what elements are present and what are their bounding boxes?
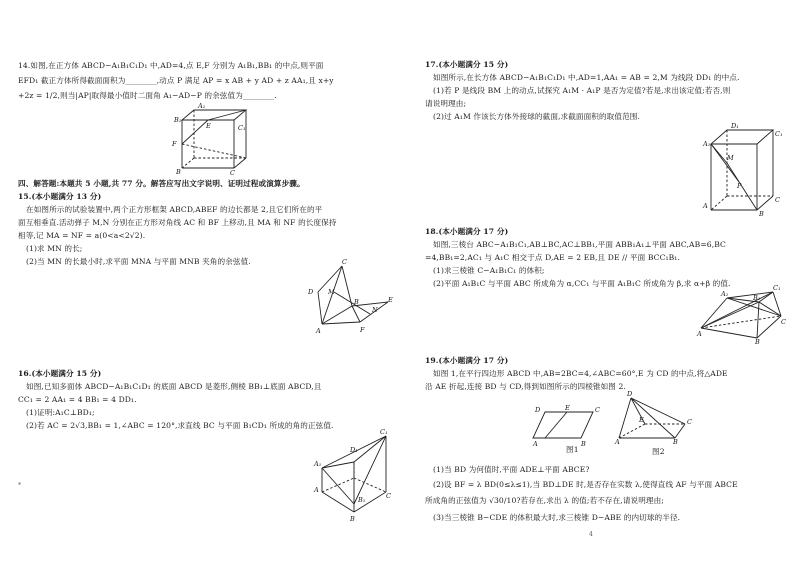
page-number: 4 xyxy=(589,531,593,538)
svg-text:B: B xyxy=(176,168,181,176)
q15-line-2: 面互相垂直.活动弹子 M,N 分别在正方形对角线 AC 和 BF 上移动,且 MA 和 NF 的长度保持 xyxy=(18,218,337,227)
svg-text:C: C xyxy=(595,406,600,414)
footer-mark: * xyxy=(18,482,21,489)
q16-line-4: (2)若 AC = 2√3,BB₁ = 1,∠ABC = 120°,求直线 BC 与平面 B₁CD₁ 所成的角的正弦值. xyxy=(26,421,334,430)
svg-text:B: B xyxy=(759,210,764,218)
q15-heading: 15.(本小题满分 13 分) xyxy=(18,192,102,201)
svg-text:C₁: C₁ xyxy=(380,428,388,436)
svg-text:A: A xyxy=(615,438,620,446)
q19-figure-2 xyxy=(615,390,695,446)
svg-text:B: B xyxy=(350,515,355,523)
q18-line-3: (1)求三棱锥 C−A₁B₁C₁ 的体积; xyxy=(433,266,545,275)
q17-line-2: (1)若 P 是线段 BM 上的动点,试探究 A₁M · A₁P 是否为定值?若是,求出该定值;若否,则 xyxy=(433,86,731,95)
svg-text:B: B xyxy=(755,338,760,346)
q17-heading: 17.(本小题满分 15 分) xyxy=(425,60,509,69)
svg-text:B: B xyxy=(354,298,359,306)
q18-frustum-figure xyxy=(697,284,786,346)
svg-text:D: D xyxy=(535,406,541,414)
svg-text:A: A xyxy=(533,440,538,448)
svg-text:C₁: C₁ xyxy=(773,284,781,292)
svg-text:C: C xyxy=(230,169,235,177)
svg-text:C: C xyxy=(342,258,347,266)
q18-line-2: =4,BB₁=2,AC₁ 与 A₁C 相交于点 D,AE = 2 EB,且 DE // 平面 BCC₁B₁. xyxy=(425,253,680,262)
q19-line-3: (1)当 BD 为何值时,平面 ADE⊥平面 ABCE? xyxy=(433,465,590,474)
svg-text:A: A xyxy=(697,330,702,338)
q18-heading: 18.(本小题满分 17 分) xyxy=(425,227,509,236)
svg-text:E: E xyxy=(565,404,570,412)
q19-figure-2-caption: 图2 xyxy=(652,447,665,456)
svg-text:C: C xyxy=(775,196,780,204)
q17-line-4: (2)过 A₁M 作该长方体外接球的截面,求截面面积的取值范围. xyxy=(433,112,640,121)
svg-text:E: E xyxy=(206,122,211,130)
q14-cube-figure xyxy=(170,102,260,177)
q15-line-5: (2)当 MN 的长最小时,求平面 MNA 与平面 MNB 夹角的余弦值. xyxy=(26,257,251,266)
svg-text:A: A xyxy=(316,327,321,335)
svg-text:D₁: D₁ xyxy=(350,446,358,454)
svg-text:F: F xyxy=(360,326,365,334)
q18-line-4: (2)平面 A₁B₁C 与平面 ABC 所成角为 α,CC₁ 与平面 A₁B₁C 所成角为 β,求 α+β 的值. xyxy=(433,279,731,288)
svg-text:C: C xyxy=(687,418,692,426)
q18-line-1: 如图,三棱台 ABC−A₁B₁C₁,AB⊥BC,AC⊥BB₁,平面 ABB₁A₁⊥平面 ABC,AB=6,BC xyxy=(433,240,726,249)
svg-text:C₁: C₁ xyxy=(238,124,246,132)
q16-polyhedron-figure xyxy=(314,428,391,523)
svg-text:A₁: A₁ xyxy=(721,290,729,298)
svg-text:M: M xyxy=(727,154,734,162)
svg-text:B: B xyxy=(581,440,586,448)
q16-line-3: (1)证明:A₁C⊥BD₁; xyxy=(26,408,95,417)
q19-figure-1 xyxy=(533,404,605,448)
svg-text:E: E xyxy=(639,416,644,424)
q15-line-1: 在如图所示的试验装置中,两个正方形框架 ABCD,ABEF 的边长都是 2,且它们所在的平 xyxy=(26,205,323,214)
q17-line-1: 如图所示,在长方体 ABCD−A₁B₁C₁D₁ 中,AD=1,AA₁ = AB = 2,M 为线段 DD₁ 的中点. xyxy=(433,73,740,82)
svg-text:C: C xyxy=(386,492,391,500)
q19-heading: 19.(本小题满分 17 分) xyxy=(425,356,509,365)
svg-text:D₁: D₁ xyxy=(731,122,739,130)
q16-line-2: CC₁ = 2 AA₁ = 4 BB₁ = 4 DD₁. xyxy=(18,395,137,404)
svg-text:B₁: B₁ xyxy=(174,116,182,124)
svg-text:C₁: C₁ xyxy=(775,130,783,138)
svg-text:D: D xyxy=(627,390,633,398)
q19-line-5: 所成角的正弦值为 √30/10?若存在,求出 λ 的值;若不存在,请说明理由; xyxy=(425,496,664,505)
svg-text:B₁: B₁ xyxy=(358,496,366,504)
svg-text:A: A xyxy=(703,202,708,210)
svg-text:F: F xyxy=(172,140,177,148)
svg-text:A₁: A₁ xyxy=(703,140,711,148)
svg-text:C: C xyxy=(781,318,786,326)
svg-text:A₁: A₁ xyxy=(314,460,322,468)
q19-line-6: (3)当三棱锥 B−CDE 的体积最大时,求三棱锥 D−ABE 的内切球的半径. xyxy=(433,513,681,522)
svg-text:A: A xyxy=(314,486,319,494)
section-four-heading: 四、解答题:本题共 5 小题,共 77 分。解答应写出文字说明、证明过程或演算步骤。 xyxy=(18,179,305,188)
q15-line-4: (1)求 MN 的长; xyxy=(26,244,83,253)
svg-text:B₁: B₁ xyxy=(753,294,761,302)
q15-line-3: 相等,记 MA = NF = a(0<a<2√2). xyxy=(18,231,146,240)
q19-line-2: 沿 AE 折起,连接 BD 与 CD,得到如图所示的四棱锥如图 2. xyxy=(425,382,626,391)
svg-text:N: N xyxy=(372,306,378,314)
q14-line-3: +2z = 1/2,则当|AP|取得最小值时二面角 A₁−AD−P 的余弦值为________. xyxy=(18,91,277,100)
q14-line-2: EFD₁ 截正方体所得截面面积为________,动点 P 满足 AP = x AB + y AD + z AA₁,且 x+y xyxy=(18,76,334,85)
q15-squares-figure xyxy=(308,258,393,336)
svg-text:A₁: A₁ xyxy=(198,102,206,110)
svg-text:P: P xyxy=(737,182,742,190)
q14-line-1: 14.如图,在正方体 ABCD−A₁B₁C₁D₁ 中,AD=4,点 E,F 分别为 A₁B₁,BB₁ 的中点,则平面 xyxy=(18,61,324,70)
q17-cuboid-figure xyxy=(703,122,785,218)
q19-line-4: (2)设 BF = λ BD(0≤λ≤1),当 BD⊥DE 时,是否存在实数 λ,使得直线 AF 与平面 ABCE xyxy=(433,480,738,489)
q16-heading: 16.(本小题满分 15 分) xyxy=(18,369,102,378)
svg-text:M: M xyxy=(328,288,335,296)
q19-line-1: 如图 1,在平行四边形 ABCD 中,AB=2BC=4,∠ABC=60°,E 为 CD 的中点,将△ADE xyxy=(433,369,728,378)
svg-text:E: E xyxy=(388,296,393,304)
svg-text:D: D xyxy=(308,288,314,296)
q17-line-3: 请说明理由; xyxy=(425,99,467,108)
q19-figure-1-caption: 图1 xyxy=(566,445,579,454)
q16-line-1: 如图,已知多面体 ABCD−A₁B₁C₁D₁ 的底面 ABCD 是菱形,侧棱 BB₁⊥底面 ABCD,且 xyxy=(26,382,322,391)
svg-text:B: B xyxy=(673,438,678,446)
